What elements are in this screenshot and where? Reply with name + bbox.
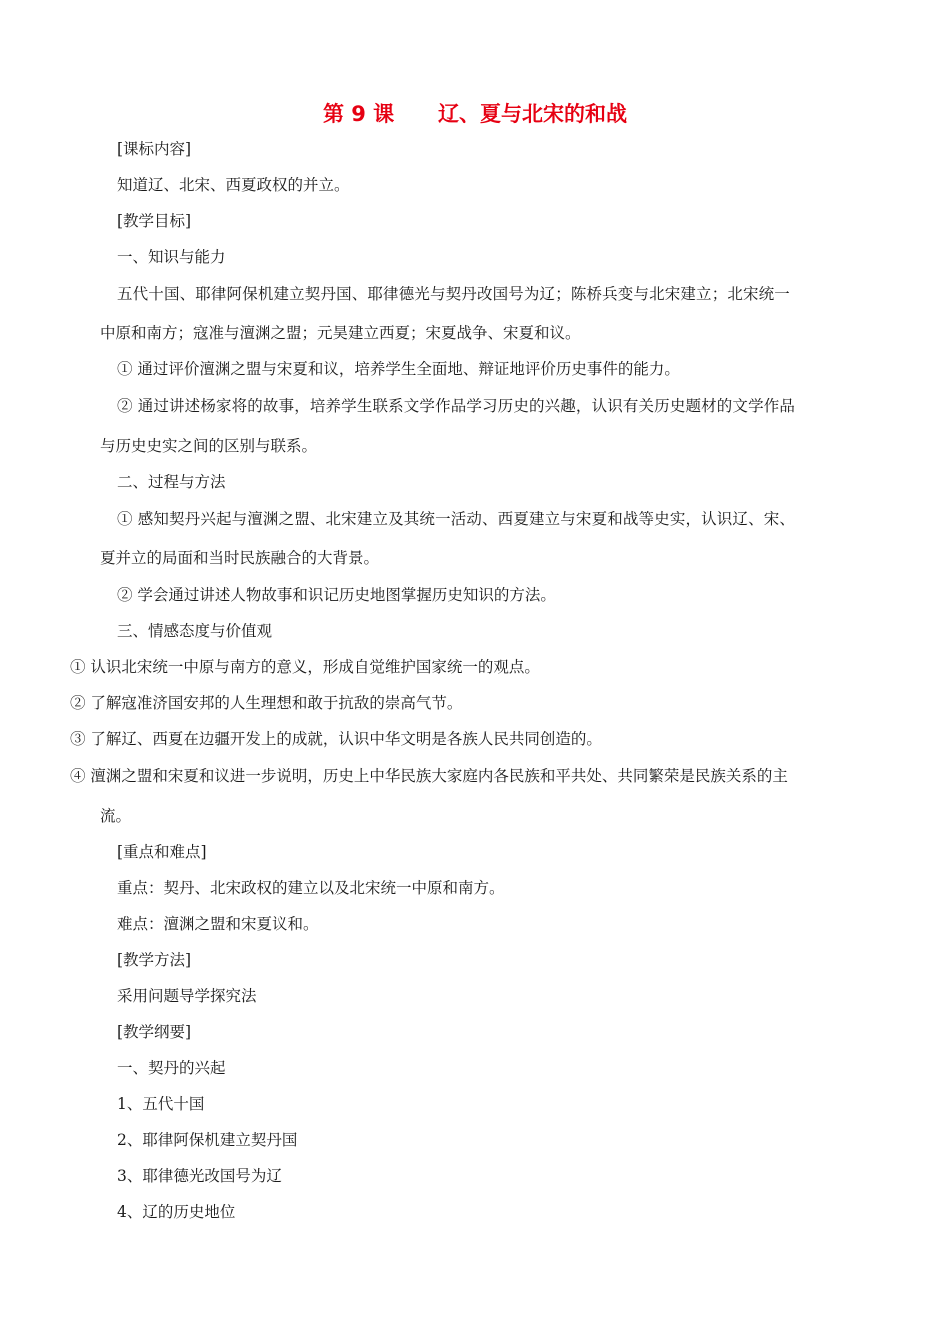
section-heading-objectives: [教学目标] (117, 212, 192, 230)
outline-heading: 一、契丹的兴起 (117, 1059, 226, 1077)
outline-item: 2、耶律阿保机建立契丹国 (117, 1131, 298, 1149)
paragraph: 采用问题导学探究法 (117, 987, 257, 1005)
subheading-knowledge: 一、知识与能力 (117, 248, 226, 266)
paragraph: 重点：契丹、北宋政权的建立以及北宋统一中原和南方。 (117, 879, 505, 897)
list-item: ② 通过讲述杨家将的故事，培养学生联系文学作品学习历史的兴趣，认识有关历史题材的文学作品 (117, 397, 796, 415)
list-item-continuation: 夏并立的局面和当时民族融合的大背景。 (100, 549, 380, 567)
list-item-continuation: 与历史史实之间的区别与联系。 (100, 437, 318, 455)
outline-item: 3、耶律德光改国号为辽 (117, 1167, 282, 1185)
list-item: ④ 澶渊之盟和宋夏和议进一步说明，历史上中华民族大家庭内各民族和平共处、共同繁荣是民族关系的主 (70, 767, 788, 785)
list-item: ② 学会通过讲述人物故事和识记历史地图掌握历史知识的方法。 (117, 586, 556, 604)
paragraph: 知道辽、北宋、西夏政权的并立。 (117, 176, 350, 194)
paragraph: 难点：澶渊之盟和宋夏议和。 (117, 915, 319, 933)
list-item: ① 感知契丹兴起与澶渊之盟、北宋建立及其统一活动、西夏建立与宋夏和战等史实，认识辽、宋、 (117, 510, 796, 528)
lesson-title: 第 9 课 辽、夏与北宋的和战 (322, 102, 628, 126)
section-heading-curriculum: [课标内容] (117, 140, 192, 158)
paragraph-continuation: 中原和南方；寇准与澶渊之盟；元昊建立西夏；宋夏战争、宋夏和议。 (100, 324, 581, 342)
section-heading-method: [教学方法] (117, 951, 192, 969)
subheading-values: 三、情感态度与价值观 (117, 622, 273, 640)
list-item: ① 通过评价澶渊之盟与宋夏和议，培养学生全面地、辩证地评价历史事件的能力。 (117, 360, 680, 378)
list-item-continuation: 流。 (100, 807, 132, 825)
list-item: ② 了解寇准济国安邦的人生理想和敢于抗敌的崇高气节。 (70, 694, 463, 712)
subheading-process: 二、过程与方法 (117, 473, 226, 491)
paragraph: 五代十国、耶律阿保机建立契丹国、耶律德光与契丹改国号为辽；陈桥兵变与北宋建立；北宋统一 (117, 285, 790, 303)
outline-item: 4、辽的历史地位 (117, 1203, 236, 1221)
list-item: ① 认识北宋统一中原与南方的意义，形成自觉维护国家统一的观点。 (70, 658, 540, 676)
outline-item: 1、五代十国 (117, 1095, 205, 1113)
section-heading-outline: [教学纲要] (117, 1023, 192, 1041)
list-item: ③ 了解辽、西夏在边疆开发上的成就，认识中华文明是各族人民共同创造的。 (70, 730, 602, 748)
section-heading-key-points: [重点和难点] (117, 843, 207, 861)
